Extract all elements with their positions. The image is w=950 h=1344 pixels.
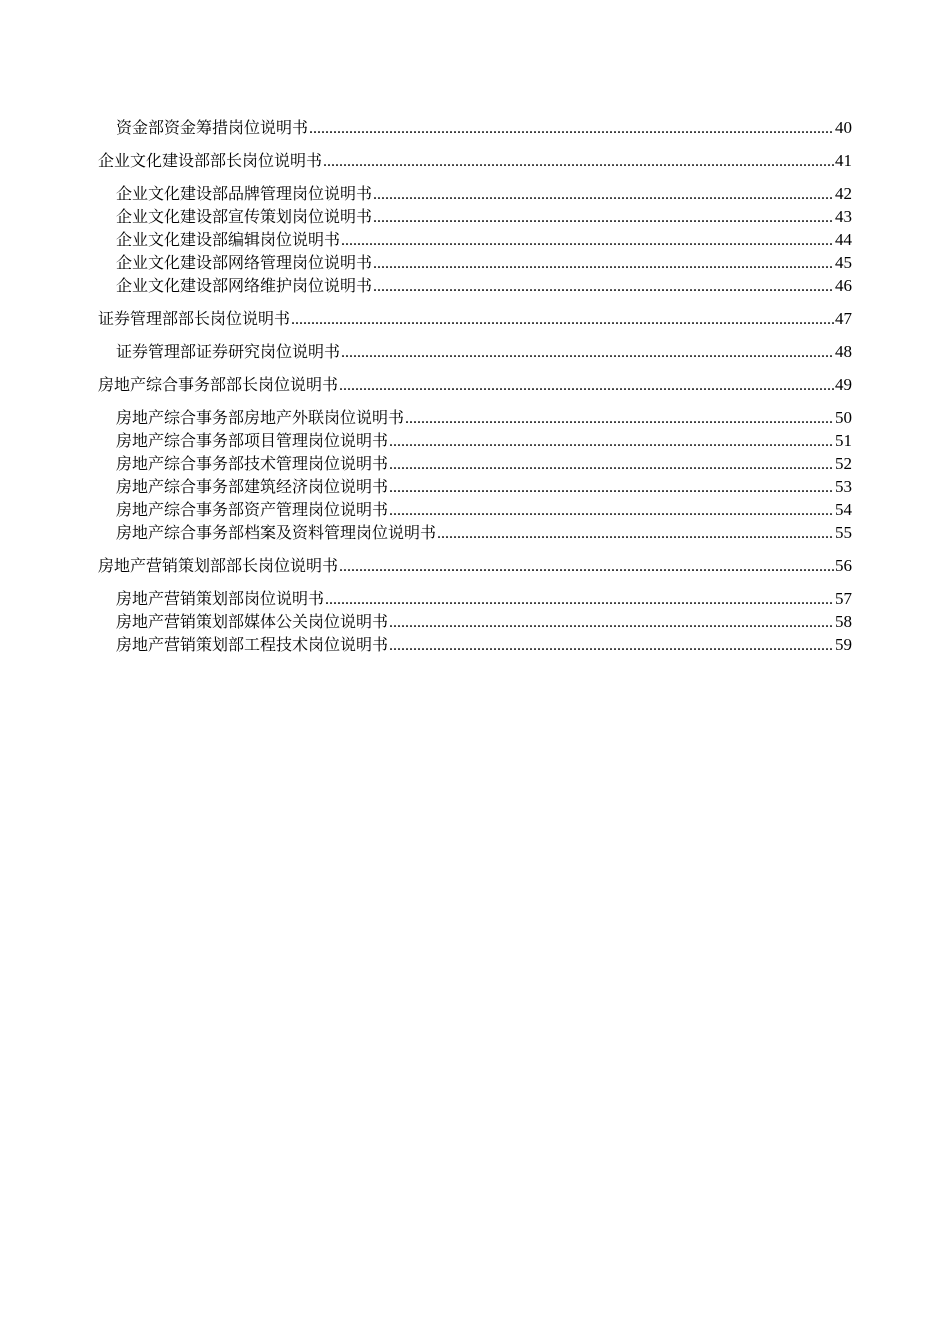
toc-dot-leader <box>389 499 834 522</box>
toc-entry-title: 房地产综合事务部项目管理岗位说明书 <box>116 431 389 450</box>
toc-entry-title: 房地产综合事务部部长岗位说明书 <box>98 375 339 394</box>
toc-dot-leader <box>405 407 834 430</box>
table-of-contents <box>98 116 852 656</box>
toc-entry[interactable] <box>98 340 852 363</box>
toc-entry[interactable] <box>98 182 852 205</box>
toc-entry-title: 房地产综合事务部房地产外联岗位说明书 <box>116 408 405 427</box>
toc-entry[interactable] <box>98 429 852 452</box>
toc-entry[interactable] <box>98 498 852 521</box>
toc-dot-leader <box>389 634 834 657</box>
toc-entry[interactable] <box>98 475 852 498</box>
toc-dot-leader <box>339 555 834 578</box>
toc-page-number: 45 <box>835 253 852 272</box>
toc-entry[interactable] <box>98 307 852 330</box>
toc-dot-leader <box>325 588 834 611</box>
toc-entry-title: 房地产营销策划部工程技术岗位说明书 <box>116 635 389 654</box>
toc-entry-title: 企业文化建设部宣传策划岗位说明书 <box>116 207 373 226</box>
toc-entry-title: 房地产综合事务部档案及资料管理岗位说明书 <box>116 523 437 542</box>
toc-entry-title: 房地产综合事务部资产管理岗位说明书 <box>116 500 389 519</box>
toc-entry-title: 企业文化建设部品牌管理岗位说明书 <box>116 184 373 203</box>
toc-dot-leader <box>389 611 834 634</box>
toc-dot-leader <box>389 453 834 476</box>
toc-page-number: 40 <box>835 118 852 137</box>
toc-entry[interactable] <box>98 633 852 656</box>
toc-dot-leader <box>373 183 834 206</box>
toc-dot-leader <box>339 374 834 397</box>
toc-entry[interactable] <box>98 521 852 544</box>
toc-page-number: 46 <box>835 276 852 295</box>
toc-entry-title: 房地产营销策划部岗位说明书 <box>116 589 325 608</box>
toc-page-number: 49 <box>835 375 852 394</box>
toc-entry[interactable] <box>98 373 852 396</box>
toc-dot-leader <box>373 252 834 275</box>
toc-page-number: 44 <box>835 230 852 249</box>
toc-entry-title: 证券管理部证券研究岗位说明书 <box>116 342 341 361</box>
toc-page-number: 59 <box>835 635 852 654</box>
toc-entry[interactable] <box>98 452 852 475</box>
toc-entry[interactable] <box>98 116 852 139</box>
toc-entry[interactable] <box>98 554 852 577</box>
toc-entry[interactable] <box>98 610 852 633</box>
toc-entry-title: 企业文化建设部编辑岗位说明书 <box>116 230 341 249</box>
toc-dot-leader <box>323 150 834 173</box>
toc-dot-leader <box>373 206 834 229</box>
toc-dot-leader <box>341 229 834 252</box>
toc-entry[interactable] <box>98 406 852 429</box>
toc-dot-leader <box>373 275 834 298</box>
toc-entry[interactable] <box>98 205 852 228</box>
toc-entry-title: 资金部资金筹措岗位说明书 <box>116 118 309 137</box>
toc-page-number: 52 <box>835 454 852 473</box>
toc-dot-leader <box>389 430 834 453</box>
toc-page-number: 47 <box>835 309 852 328</box>
toc-page-number: 55 <box>835 523 852 542</box>
toc-page-number: 48 <box>835 342 852 361</box>
toc-dot-leader <box>291 308 834 331</box>
toc-entry-title: 房地产综合事务部建筑经济岗位说明书 <box>116 477 389 496</box>
toc-entry-title: 证券管理部部长岗位说明书 <box>98 309 291 328</box>
toc-entry[interactable] <box>98 149 852 172</box>
toc-entry[interactable] <box>98 274 852 297</box>
toc-entry[interactable] <box>98 251 852 274</box>
toc-entry-title: 房地产综合事务部技术管理岗位说明书 <box>116 454 389 473</box>
toc-dot-leader <box>309 117 834 140</box>
toc-entry-title: 企业文化建设部网络维护岗位说明书 <box>116 276 373 295</box>
toc-dot-leader <box>341 341 834 364</box>
toc-page-number: 57 <box>835 589 852 608</box>
toc-page-number: 53 <box>835 477 852 496</box>
toc-entry-title: 企业文化建设部网络管理岗位说明书 <box>116 253 373 272</box>
toc-page-number: 43 <box>835 207 852 226</box>
toc-page-number: 41 <box>835 151 852 170</box>
toc-entry-title: 房地产营销策划部媒体公关岗位说明书 <box>116 612 389 631</box>
toc-entry-title: 房地产营销策划部部长岗位说明书 <box>98 556 339 575</box>
toc-dot-leader <box>389 476 834 499</box>
toc-page-number: 50 <box>835 408 852 427</box>
toc-entry[interactable] <box>98 228 852 251</box>
toc-page-number: 56 <box>835 556 852 575</box>
toc-dot-leader <box>437 522 834 545</box>
toc-entry[interactable] <box>98 587 852 610</box>
toc-page-number: 54 <box>835 500 852 519</box>
toc-entry-title: 企业文化建设部部长岗位说明书 <box>98 151 323 170</box>
toc-page-number: 42 <box>835 184 852 203</box>
toc-page-number: 51 <box>835 431 852 450</box>
toc-page-number: 58 <box>835 612 852 631</box>
